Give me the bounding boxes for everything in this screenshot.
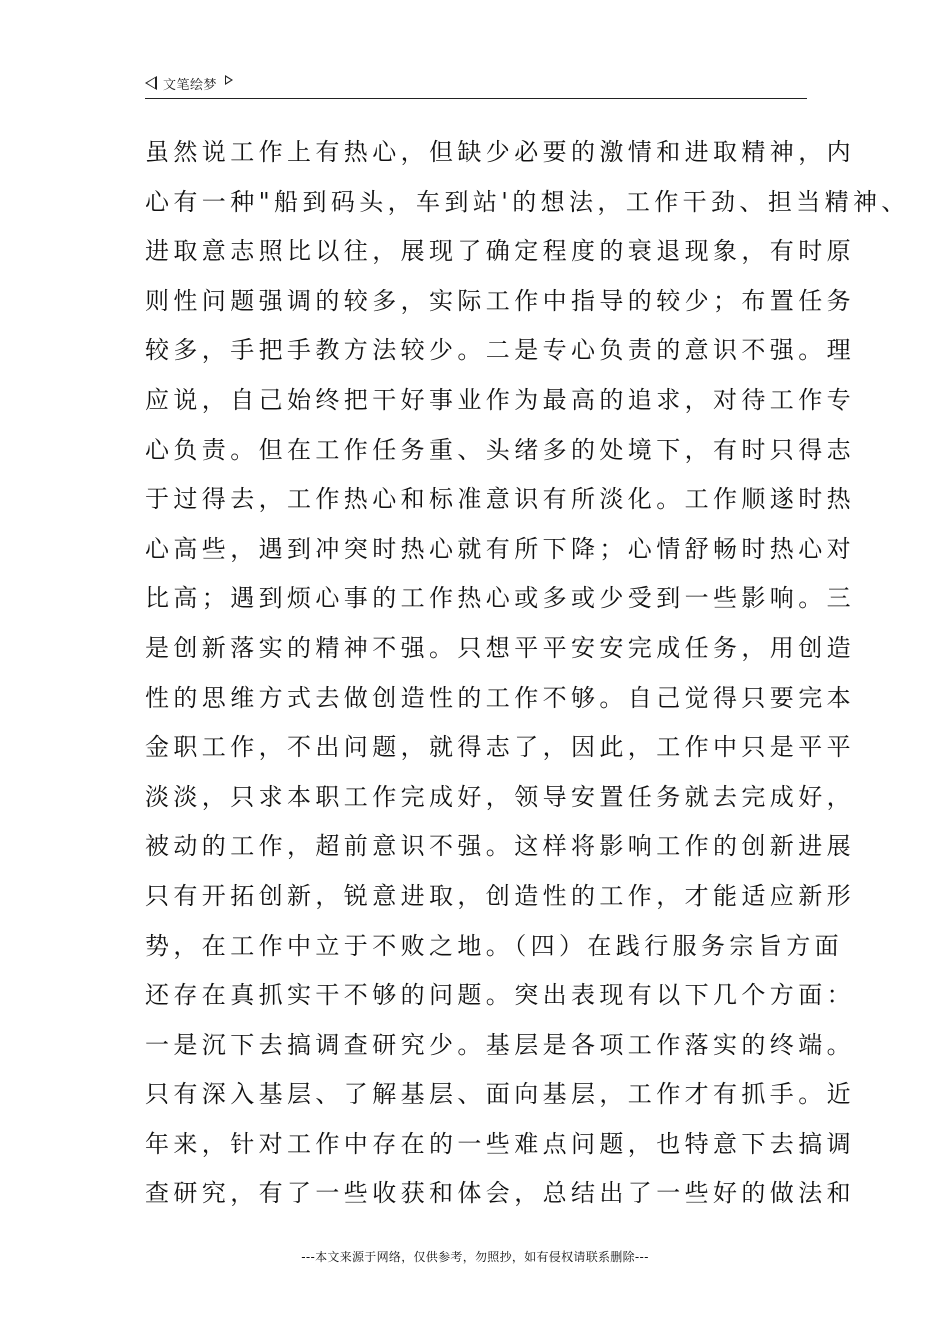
body-line: 年来，针对工作中存在的一些难点问题，也特意下去搞调: [145, 1129, 855, 1158]
right-triangle-icon: [225, 75, 233, 85]
left-triangle-icon: [145, 76, 157, 90]
body-line: 淡淡，只求本职工作完成好，领导安置任务就去完成好，: [145, 782, 855, 811]
body-line: 心高些，遇到冲突时热心就有所下降；心情舒畅时热心对: [145, 534, 855, 563]
body-line: 心负责。但在工作任务重、头绪多的处境下，有时只得志: [145, 435, 855, 464]
body-line: 应说，自己始终把干好事业作为最高的追求，对待工作专: [145, 385, 855, 414]
header-brand: 文笔绘梦: [163, 77, 218, 93]
body-line: 势，在工作中立于不败之地。（四）在践行服务宗旨方面: [145, 931, 843, 960]
body-line: 虽然说工作上有热心，但缺少必要的激情和进取精神，内: [145, 138, 855, 166]
body-line: 进取意志照比以往，展现了确定程度的衰退现象，有时原: [145, 237, 855, 266]
body-line: 只有深入基层、了解基层、面向基层，工作才有抓手。近: [145, 1080, 855, 1109]
body-line: 一是沉下去搞调查研究少。基层是各项工作落实的终端。: [145, 1030, 855, 1059]
body-line: 查研究，有了一些收获和体会，总结出了一些好的做法和: [145, 1179, 855, 1208]
page-header: [145, 70, 807, 99]
body-line: 于过得去，工作热心和标准意识有所淡化。工作顺遂时热: [145, 485, 855, 514]
body-line: 被动的工作，超前意识不强。这样将影响工作的创新进展: [145, 832, 855, 861]
body-line: 还存在真抓实干不够的问题。突出表现有以下几个方面：: [145, 981, 855, 1010]
body-line: 较多，手把手教方法较少。二是专心负责的意识不强。理: [145, 336, 855, 365]
body-line: 金职工作，不出问题，就得志了，因此，工作中只是平平: [145, 733, 855, 762]
body-line: 则性问题强调的较多，实际工作中指导的较少；布置任务: [145, 286, 855, 315]
footer-notice: ---本文来源于网络，仅供参考，勿照抄，如有侵权请联系删除---: [301, 1250, 649, 1264]
body-line: 比高；遇到烦心事的工作热心或多或少受到一些影响。三: [145, 584, 855, 613]
document-body: [145, 132, 910, 1223]
body-line: 性的思维方式去做创造性的工作不够。自己觉得只要完本: [145, 683, 855, 712]
header-brand-group: [145, 73, 233, 93]
body-line: 只有开拓创新，锐意进取，创造性的工作，才能适应新形: [145, 881, 855, 910]
body-line: 是创新落实的精神不强。只想平平安安完成任务，用创造: [145, 633, 855, 662]
body-line: 心有一种"船到码头，车到站'的想法，工作干劲、担当精神、: [145, 187, 910, 216]
